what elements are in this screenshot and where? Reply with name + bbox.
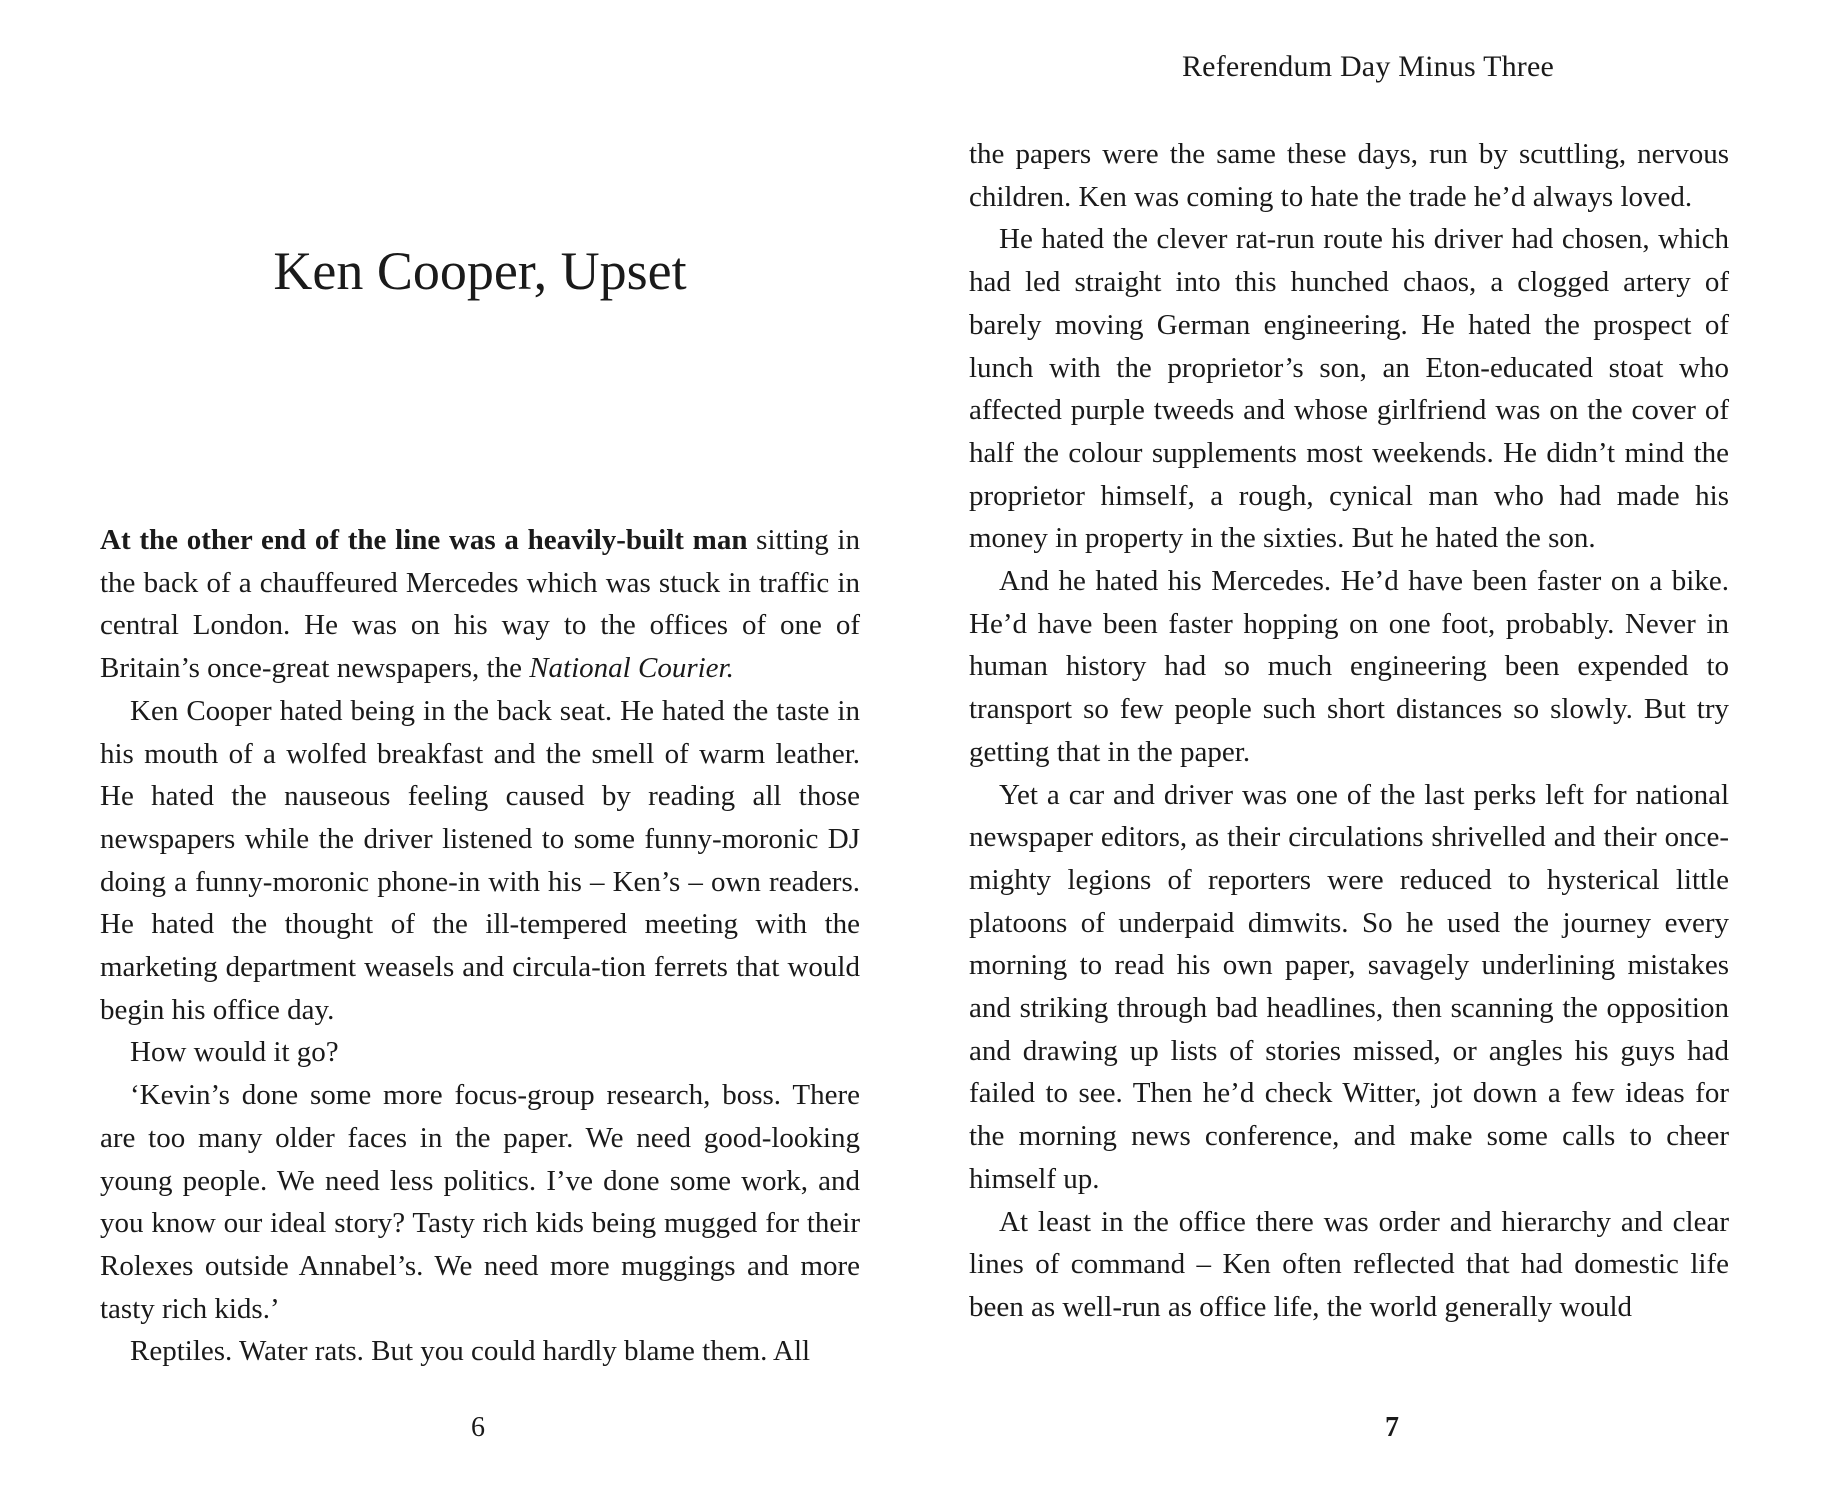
paragraph: Yet a car and driver was one of the last perks left for national newspaper editors, as their circulations shrivelled and their once-mighty legions of reporters were reduced to hysterical little platoons of underpaid dimwits. So he used the journey every morning to read his own paper, savagely underlining mistakes and striking through bad headlines, then scanning the opposition and drawing up lists of stories missed, or angles his guys had failed to see. Then he’d check Witter, jot down a few ideas for the morning news conference, and make some calls to cheer himself up. [969,778,1729,1195]
paragraph: And he hated his Mercedes. He’d have been faster on a bike. He’d have been faster hopping on one foot, probably. Never in human history had so much engineering been expended to transport so few people such short distances so slowly. But try getting that in the paper. [969,565,1729,768]
page-number-right: 7 [1385,1412,1399,1443]
paragraph: Reptiles. Water rats. But you could hardly blame them. All [130,1335,811,1368]
right-page [912,0,1825,1489]
right-page-body [969,133,1729,1329]
paragraph: How would it go? [130,1036,339,1069]
paragraph: At least in the office there was order and hierarchy and clear lines of command – Ken often reflected that had domestic life been as well-run as office life, the world generally would [969,1205,1729,1323]
paragraph: Ken Cooper hated being in the back seat. He hated the taste in his mouth of a wolfed breakfast and the smell of warm leather. He hated the nauseous feeling caused by reading all those newspapers while the driver listened to some funny-moronic DJ doing a funny-moronic phone-in with his – Ken’s – own readers. He hated the thought of the ill-tempered meeting with the marketing department weasels and circula-tion ferrets that would begin his office day. [100,694,860,1026]
left-page [0,0,912,1489]
left-page-body [100,519,860,1373]
chapter-lead-in: At the other end of the line was a heavily-built man [100,524,748,556]
opening-paragraph [100,519,860,690]
paragraph: He hated the clever rat-run route his driver had chosen, which had led straight into this hunched chaos, a clogged artery of barely moving German engineering. He hated the prospect of lunch with the proprietor’s son, an Eton-educated stoat who affected purple tweeds and whose girlfriend was on the cover of half the colour supplements most weekends. He didn’t mind the proprietor himself, a rough, cynical man who had made his money in property in the sixties. But he hated the son. [969,223,1729,555]
newspaper-title: National Courier. [529,652,734,685]
page-number-left: 6 [471,1412,485,1443]
continuation-paragraph: the papers were the same these days, run by scuttling, nervous children. Ken was coming to hate the trade he’d always loved. [969,138,1729,213]
paragraph-text: sitting in the back of a chauffeured Mercedes which was stuck in traffic in central London. He was on his way to the offices of one of Britain’s once-great newspapers, the [100,524,860,685]
chapter-title: Ken Cooper, Upset [273,241,687,301]
running-head: Referendum Day Minus Three [1181,50,1555,83]
paragraph: ‘Kevin’s done some more focus-group research, boss. There are too many older faces in the paper. We need good-looking young people. We need less politics. I’ve done some work, and you know our ideal story? Tasty rich kids being mugged for their Rolexes outside Annabel’s. We need more muggings and more tasty rich kids.’ [100,1079,860,1325]
